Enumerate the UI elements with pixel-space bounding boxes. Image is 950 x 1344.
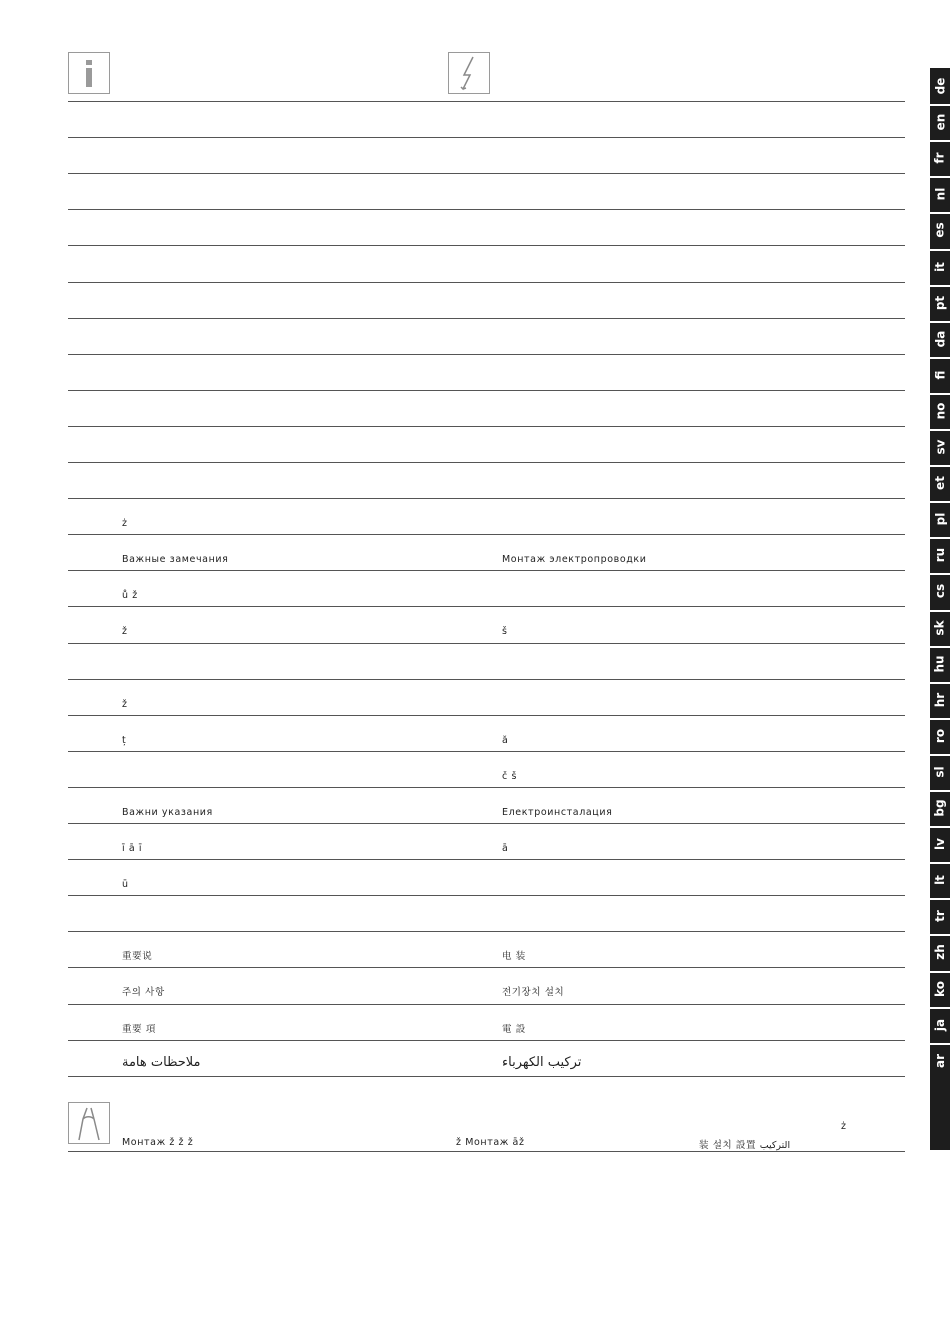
- tab-separator: [930, 104, 950, 106]
- language-tab-label: sl: [932, 766, 947, 778]
- lightning-icon: [448, 52, 490, 94]
- tab-separator: [930, 537, 950, 539]
- row-line: [68, 426, 905, 427]
- language-tab-nl[interactable]: [930, 176, 950, 212]
- language-tab-label: es: [933, 222, 947, 238]
- row-left-text: ů ž: [122, 590, 138, 601]
- language-tab-ru[interactable]: [930, 537, 950, 573]
- row-right-text: č š: [502, 771, 517, 782]
- footer-text-2: ž Монтаж āž: [456, 1137, 525, 1148]
- language-tab-da[interactable]: [930, 321, 950, 357]
- language-tab-label: ar: [932, 1053, 947, 1069]
- tab-separator: [930, 285, 950, 287]
- language-tab-zh[interactable]: [930, 934, 950, 970]
- row-line: [68, 498, 905, 499]
- language-tab-pt[interactable]: [930, 285, 950, 321]
- language-tab-label: pt: [932, 295, 947, 311]
- row-left-text: 重要 項: [122, 1024, 156, 1035]
- row-right-text: š: [502, 626, 508, 637]
- language-tab-fr[interactable]: [930, 140, 950, 176]
- row-line: [68, 895, 905, 896]
- row-right-text: ă: [502, 735, 509, 746]
- pliers-icon: [68, 1102, 110, 1144]
- language-tab-tr[interactable]: [930, 898, 950, 934]
- tab-separator: [930, 429, 950, 431]
- tab-separator: [930, 934, 950, 936]
- row-left-text: ī ā ī: [122, 843, 143, 854]
- row-right-text: Монтаж электропроводки: [502, 554, 647, 565]
- language-tab-label: lt: [932, 875, 947, 885]
- row-left-text: ż: [122, 518, 128, 529]
- language-tab-label: fr: [932, 152, 947, 164]
- tab-separator: [930, 573, 950, 575]
- row-line: [68, 1004, 905, 1005]
- row-left-text: ū: [122, 879, 129, 890]
- row-line: [68, 534, 905, 535]
- tab-separator: [930, 140, 950, 142]
- language-tab-label: zh: [933, 944, 947, 960]
- row-left-text: 重要说: [122, 951, 153, 962]
- info-icon: [68, 52, 110, 94]
- tab-separator: [930, 610, 950, 612]
- language-tab-label: bg: [933, 799, 947, 817]
- row-right-text: 전기장치 설치: [502, 987, 565, 998]
- language-tabs: [930, 68, 950, 1150]
- language-tab-label: hr: [933, 692, 947, 708]
- tab-separator: [930, 862, 950, 864]
- language-tab-et[interactable]: [930, 465, 950, 501]
- footer-top-note: ż: [841, 1121, 847, 1132]
- row-line: [68, 354, 905, 355]
- row-line: [68, 245, 905, 246]
- language-tab-sl[interactable]: [930, 754, 950, 790]
- language-tab-label: lv: [933, 838, 947, 850]
- tab-separator: [930, 212, 950, 214]
- tab-separator: [930, 249, 950, 251]
- row-line: [68, 318, 905, 319]
- language-tab-label: fi: [933, 370, 947, 380]
- language-tab-ro[interactable]: [930, 718, 950, 754]
- tab-separator: [930, 790, 950, 792]
- language-tab-no[interactable]: [930, 393, 950, 429]
- tab-separator: [930, 321, 950, 323]
- row-left-text: ț: [122, 735, 127, 746]
- row-line: [68, 931, 905, 932]
- tab-separator: [930, 1043, 950, 1045]
- row-line: [68, 859, 905, 860]
- tab-separator: [930, 898, 950, 900]
- row-line: [68, 137, 905, 138]
- row-line: [68, 1040, 905, 1041]
- language-tab-label: cs: [932, 583, 947, 599]
- language-tab-ko[interactable]: [930, 971, 950, 1007]
- tab-separator: [930, 1007, 950, 1009]
- language-tab-label: ja: [933, 1018, 947, 1032]
- tab-separator: [930, 357, 950, 359]
- footer-line: [68, 1151, 905, 1152]
- row-left-text: Важные замечания: [122, 554, 229, 565]
- row-line: [68, 462, 905, 463]
- language-tab-fi[interactable]: [930, 357, 950, 393]
- row-left-text: ž: [122, 699, 128, 710]
- language-tab-label: it: [932, 262, 947, 272]
- tab-separator: [930, 393, 950, 395]
- row-line: [68, 679, 905, 680]
- language-tab-ar[interactable]: [930, 1043, 950, 1079]
- language-tab-label: da: [933, 330, 947, 348]
- language-tab-label: sv: [933, 439, 947, 455]
- language-tab-ja[interactable]: [930, 1007, 950, 1043]
- language-tab-hr[interactable]: [930, 682, 950, 718]
- tab-separator: [930, 465, 950, 467]
- language-tab-label: pl: [932, 512, 947, 526]
- tab-separator: [930, 176, 950, 178]
- tab-separator: [930, 501, 950, 503]
- language-tab-lv[interactable]: [930, 826, 950, 862]
- row-left-text: ž: [122, 626, 128, 637]
- language-tab-label: hu: [933, 655, 947, 673]
- language-tab-sv[interactable]: [930, 429, 950, 465]
- language-tab-label: de: [932, 77, 947, 95]
- row-right-text: Електроинсталация: [502, 807, 613, 818]
- row-line: [68, 643, 905, 644]
- language-tab-it[interactable]: [930, 249, 950, 285]
- tab-separator: [930, 718, 950, 720]
- row-line: [68, 787, 905, 788]
- row-line: [68, 1076, 905, 1077]
- language-tab-label: tr: [933, 910, 947, 922]
- row-line: [68, 173, 905, 174]
- row-right-text: ā: [502, 843, 509, 854]
- row-line: [68, 715, 905, 716]
- row-line: [68, 209, 905, 210]
- language-tab-bg[interactable]: [930, 790, 950, 826]
- row-line: [68, 751, 905, 752]
- language-tab-en[interactable]: [930, 104, 950, 140]
- tab-separator: [930, 682, 950, 684]
- language-tab-label: sk: [933, 620, 947, 636]
- row-right-text: تركيب الكهرباء: [502, 1055, 582, 1070]
- tab-separator: [930, 646, 950, 648]
- footer-text-3: 装 설치 設置 التركيب: [699, 1140, 791, 1151]
- language-tab-lt[interactable]: [930, 862, 950, 898]
- language-tab-es[interactable]: [930, 212, 950, 248]
- row-line: [68, 606, 905, 607]
- language-tab-label: ko: [933, 981, 947, 997]
- row-line: [68, 282, 905, 283]
- row-line: [68, 390, 905, 391]
- language-tab-sk[interactable]: [930, 610, 950, 646]
- language-tab-label: en: [933, 113, 947, 131]
- footer-text-1: Монтаж ž ž ž: [122, 1137, 194, 1148]
- tab-separator: [930, 971, 950, 973]
- row-line: [68, 101, 905, 102]
- language-tab-label: no: [932, 402, 947, 420]
- row-left-text: Важни указания: [122, 807, 213, 818]
- language-tab-label: nl: [933, 187, 947, 201]
- language-tab-cs[interactable]: [930, 573, 950, 609]
- language-tab-label: et: [933, 476, 947, 490]
- row-left-text: 주의 사항: [122, 987, 165, 998]
- language-tab-hu[interactable]: [930, 646, 950, 682]
- tab-separator: [930, 754, 950, 756]
- row-right-text: 电 装: [502, 951, 526, 962]
- language-tab-label: ru: [933, 547, 947, 563]
- row-line: [68, 823, 905, 824]
- language-tab-label: ro: [932, 728, 947, 744]
- language-tab-de[interactable]: [930, 68, 950, 104]
- tab-separator: [930, 826, 950, 828]
- language-tab-pl[interactable]: [930, 501, 950, 537]
- row-line: [68, 967, 905, 968]
- row-right-text: 電 設: [502, 1024, 526, 1035]
- row-left-text: ملاحظات هامة: [122, 1055, 201, 1070]
- row-line: [68, 570, 905, 571]
